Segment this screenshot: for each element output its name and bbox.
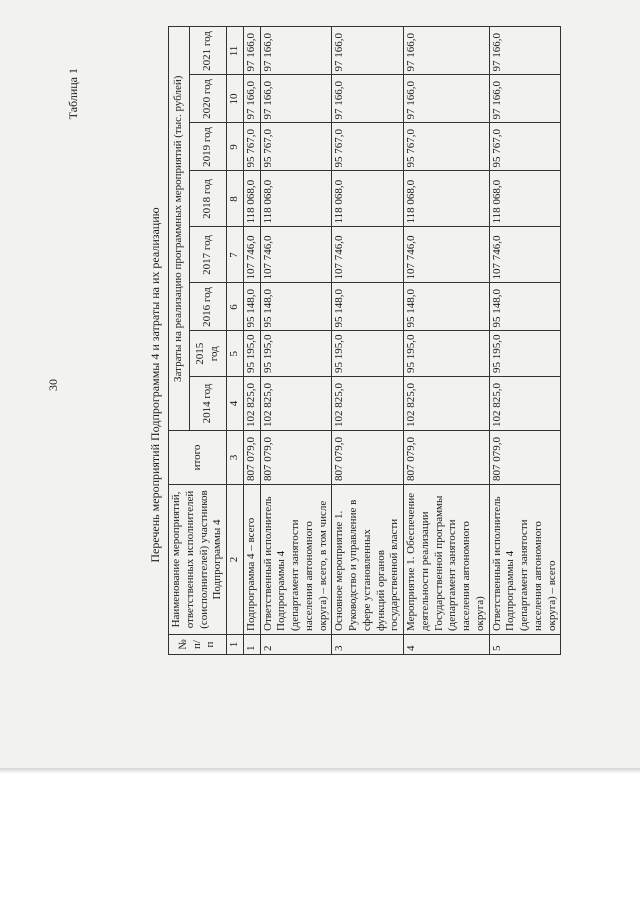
header-year: 2020 год (189, 75, 226, 123)
value-cell: 97 166,0 (404, 75, 490, 123)
index-cell: 5 (227, 331, 244, 377)
header-year: 2019 год (189, 123, 226, 171)
value-cell: 95 148,0 (489, 283, 561, 331)
value-cell: 95 767,0 (489, 123, 561, 171)
value-cell: 97 166,0 (489, 27, 561, 75)
table-label: Таблица 1 (66, 68, 80, 120)
index-cell: 9 (227, 123, 244, 171)
value-cell: 97 166,0 (332, 75, 404, 123)
header-costs-group: Затраты на реализацию программных мероприятий (тыс. рублей) (169, 27, 190, 431)
index-cell: 3 (227, 431, 244, 485)
value-cell: 118 068,0 (489, 171, 561, 227)
index-cell: 11 (227, 27, 244, 75)
value-cell: 95 148,0 (260, 283, 332, 331)
header-year: 2016 год (189, 283, 226, 331)
value-cell: 807 079,0 (489, 431, 561, 485)
table-row (332, 27, 404, 655)
value-cell: 95 148,0 (332, 283, 404, 331)
row-name: Ответственный исполнитель Подпрограммы 4 (департамент занятости населения автономного округа) – всего (489, 485, 561, 635)
value-cell: 95 195,0 (332, 331, 404, 377)
value-cell: 118 068,0 (404, 171, 490, 227)
value-cell: 97 166,0 (243, 27, 260, 75)
value-cell: 102 825,0 (260, 377, 332, 431)
index-cell: 4 (227, 377, 244, 431)
value-cell: 95 195,0 (260, 331, 332, 377)
header-row-1 (169, 27, 190, 655)
header-year: 2021 год (189, 27, 226, 75)
value-cell: 107 746,0 (332, 227, 404, 283)
value-cell: 807 079,0 (332, 431, 404, 485)
value-cell: 102 825,0 (332, 377, 404, 431)
value-cell: 97 166,0 (332, 27, 404, 75)
value-cell: 807 079,0 (243, 431, 260, 485)
value-cell: 107 746,0 (404, 227, 490, 283)
index-cell: 10 (227, 75, 244, 123)
header-name: Наименование мероприятий, ответственных исполнителей (соисполнителей) участников Подпрограммы 4 (169, 485, 227, 635)
value-cell: 97 166,0 (260, 27, 332, 75)
value-cell: 807 079,0 (260, 431, 332, 485)
page-number: 30 (46, 379, 60, 391)
header-total: итого (169, 431, 227, 485)
row-number: 5 (489, 635, 561, 655)
value-cell: 95 767,0 (404, 123, 490, 171)
value-cell: 107 746,0 (489, 227, 561, 283)
header-year: 2017 год (189, 227, 226, 283)
index-cell: 7 (227, 227, 244, 283)
row-number: 2 (260, 635, 332, 655)
value-cell: 107 746,0 (260, 227, 332, 283)
value-cell: 97 166,0 (260, 75, 332, 123)
value-cell: 118 068,0 (332, 171, 404, 227)
header-year: 2014 год (189, 377, 226, 431)
header-year: 2018 год (189, 171, 226, 227)
column-index-row (227, 27, 244, 655)
index-cell: 6 (227, 283, 244, 331)
row-name: Подпрограмма 4 – всего (243, 485, 260, 635)
value-cell: 95 195,0 (489, 331, 561, 377)
value-cell: 807 079,0 (404, 431, 490, 485)
value-cell: 102 825,0 (243, 377, 260, 431)
row-number: 3 (332, 635, 404, 655)
table-row (243, 27, 260, 655)
table-row (260, 27, 332, 655)
value-cell: 95 767,0 (332, 123, 404, 171)
value-cell: 97 166,0 (243, 75, 260, 123)
value-cell: 95 195,0 (404, 331, 490, 377)
value-cell: 118 068,0 (243, 171, 260, 227)
header-year: 2015 год (189, 331, 226, 377)
value-cell: 97 166,0 (404, 27, 490, 75)
row-name: Ответственный исполнитель Подпрограммы 4 (департамент занятости населения автономного округа) – всего, в том числе (260, 485, 332, 635)
value-cell: 118 068,0 (260, 171, 332, 227)
index-cell: 2 (227, 485, 244, 635)
header-num: № п/п (169, 635, 227, 655)
index-cell: 8 (227, 171, 244, 227)
value-cell: 95 195,0 (243, 331, 260, 377)
row-name: Основное мероприятие 1. Руководство и управление в сфере установленных функций органов государственной власти (332, 485, 404, 635)
value-cell: 97 166,0 (489, 75, 561, 123)
row-name: Мероприятие 1. Обеспечение деятельности реализации Государственной программы (департамент занятости населения автономного округа) (404, 485, 490, 635)
costs-table (168, 27, 561, 656)
document-title: Перечень мероприятий Подпрограммы 4 и затраты на их реализацию (148, 207, 162, 563)
value-cell: 95 767,0 (243, 123, 260, 171)
table-row (404, 27, 490, 655)
value-cell: 95 148,0 (243, 283, 260, 331)
value-cell: 95 148,0 (404, 283, 490, 331)
value-cell: 102 825,0 (404, 377, 490, 431)
value-cell: 95 767,0 (260, 123, 332, 171)
table-row (489, 27, 561, 655)
row-number: 4 (404, 635, 490, 655)
value-cell: 107 746,0 (243, 227, 260, 283)
value-cell: 102 825,0 (489, 377, 561, 431)
index-cell: 1 (227, 635, 244, 655)
row-number: 1 (243, 635, 260, 655)
